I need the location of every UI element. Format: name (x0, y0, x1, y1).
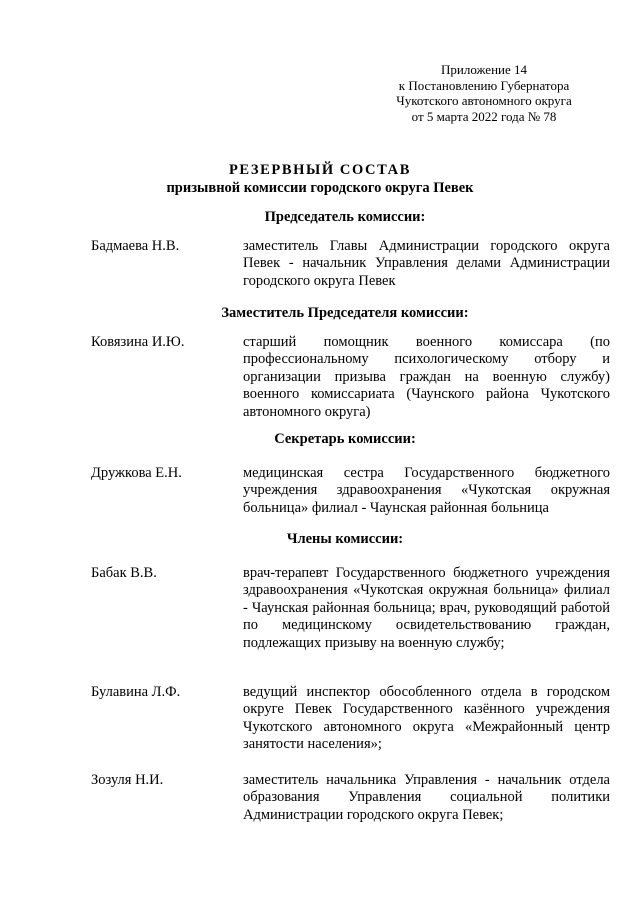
member-name-1: Бабак В.В. (91, 565, 157, 581)
members-heading: Члены комиссии: (286, 531, 404, 547)
secretary-heading: Секретарь комиссии: (274, 431, 416, 447)
member-name-2: Булавина Л.Ф. (91, 684, 181, 700)
appendix-note (380, 62, 588, 124)
appendix-line-2: к Постановлению Губернатора (398, 77, 570, 93)
member-role-2: ведущий инспектор обособленного отдела в городском округе Певек Государственного казённого учреждения Чукотского автономного округа «Межрайонный центр занятости населения»; (243, 684, 610, 753)
chairman-heading: Председатель комиссии: (264, 209, 426, 225)
appendix-line-3: Чукотского автономного округа (396, 93, 572, 108)
member-role-1: врач-терапевт Государственного бюджетного учреждения здравоохранения «Чукотская окружная больница» филиал - Чаунская районная больница; врач, руководящий работой по медицинскому освидетельствованию граждан, подлежащих призыву на военную службу; (243, 565, 610, 651)
deputy-heading: Заместитель Председателя комиссии: (221, 305, 469, 321)
document-subtitle: призывной комиссии городского округа Певек (166, 180, 474, 196)
secretary-role: медицинская сестра Государственного бюджетного учреждения здравоохранения «Чукотская окружная больница» филиал - Чаунская районная больница (243, 465, 610, 516)
chairman-name: Бадмаева Н.В. (91, 238, 180, 254)
chairman-role: заместитель Главы Администрации городского округа Певек - начальник Управления делами Администрации городского округа Певек (243, 238, 610, 289)
document-title: РЕЗЕРВНЫЙ СОСТАВ (228, 162, 412, 178)
appendix-line-4: от 5 марта 2022 года № 78 (411, 108, 557, 124)
deputy-name: Ковязина И.Ю. (91, 334, 185, 350)
secretary-name: Дружкова Е.Н. (91, 465, 182, 481)
member-name-3: Зозуля Н.И. (91, 772, 164, 788)
appendix-line-1: Приложение 14 (440, 62, 528, 77)
member-role-3: заместитель начальника Управления - начальник отдела образования Управления социальной политики Администрации городского округа Певек; (243, 772, 610, 823)
deputy-role: старший помощник военного комиссара (по профессиональному психологическому отбору и организации призыва граждан на военную службу) военного комиссариата (Чаунского района Чукотского автономного округа) (243, 334, 610, 420)
